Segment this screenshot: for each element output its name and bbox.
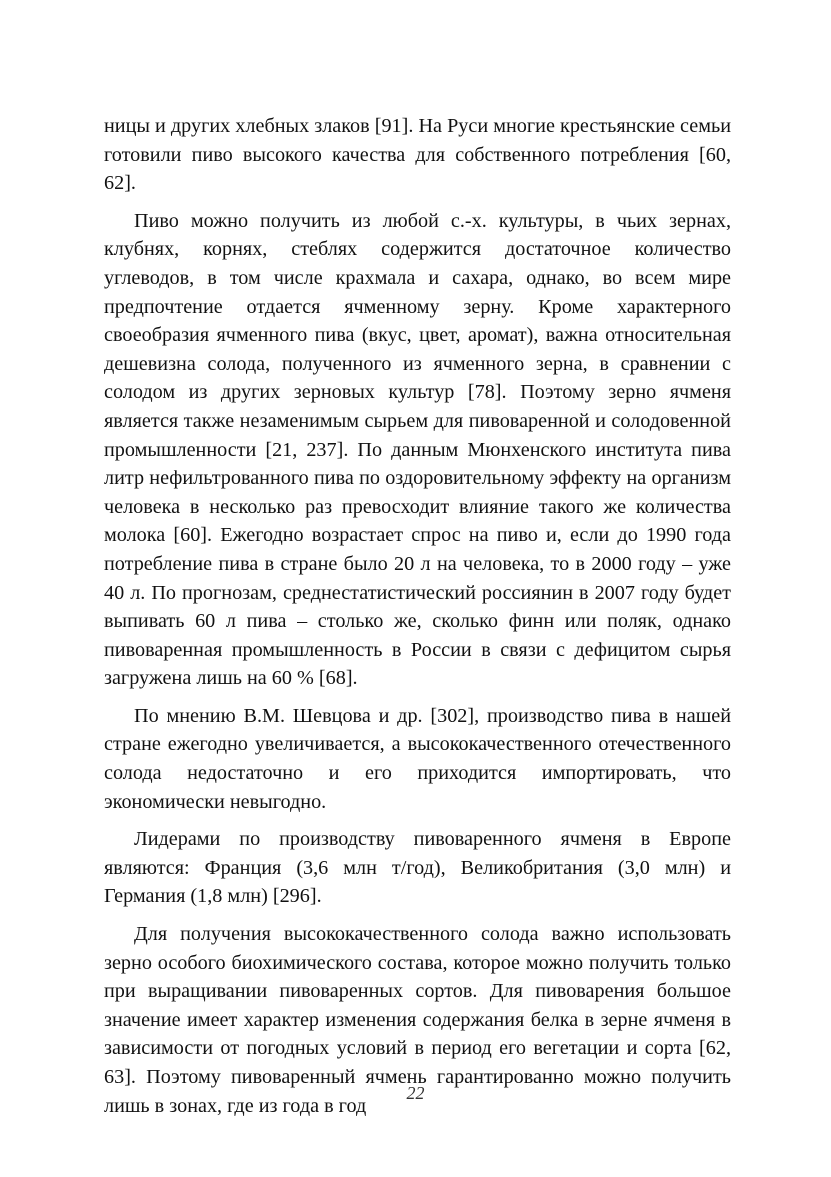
paragraph-europe-leaders: Лидерами по производству пивоваренного ячменя в Европе являются: Франция (3,6 млн т/год), Великобритания (3,0 млн) и Германия (1,8 млн) [296]. [104,828,731,908]
paragraph-continuation: ницы и других хлебных злаков [91]. На Руси многие крестьянские семьи готовили пиво высокого качества для собственного потребления [60, 62]. [104,115,731,195]
paragraph-shevtsov-opinion: По мнению В.М. Шевцова и др. [302], производство пива в нашей стране ежегодно увеличивается, а высококачественного отечественного солода недостаточно и его приходится импортировать, что экономически невыгодно. [104,704,731,813]
page-number: 22 [406,1083,425,1103]
document-body [104,112,731,1129]
paragraph-malt-quality: Для получения высококачественного солода важно использовать зерно особого биохимического состава, которое можно получить только при выращивании пивоваренных сортов. Для пивоварения большое значение имеет характер изменения содержания белка в зерне ячменя в зависимости от погодных условий в период его вегетации и сорта [62, 63]. Поэтому пивоваренный ячмень гарантированно можно получить лишь в зонах, где из года в год [104,923,731,1117]
paragraph-beer-sources: Пиво можно получить из любой с.-х. культуры, в чьих зернах, клубнях, корнях, стеблях содержится достаточное количество углеводов, в том числе крахмала и сахара, однако, во всем мире предпочтение отдается ячменному зерну. Кроме характерного своеобразия ячменного пива (вкус, цвет, аромат), важна относительная дешевизна солода, полученного из ячменного зерна, в сравнении с солодом из других зерновых культур [78]. Поэтому зерно ячменя является также незаменимым сырьем для пивоваренной и солодовенной промышленности [21, 237]. По данным Мюнхенского института пива литр нефильтрованного пива по оздоровительному эффекту на организм человека в несколько раз превосходит влияние такого же количества молока [60]. Ежегодно возрастает спрос на пиво и, если до 1990 года потребление пива в стране было 20 л на человека, то в 2000 году – уже 40 л. По прогнозам, среднестатистический россиянин в 2007 году будет выпивать 60 л пива – столько же, сколько финн или поляк, однако пивоваренная промышленность в России в связи с дефицитом сырья загружена лишь на 60 % [68]. [104,209,731,690]
